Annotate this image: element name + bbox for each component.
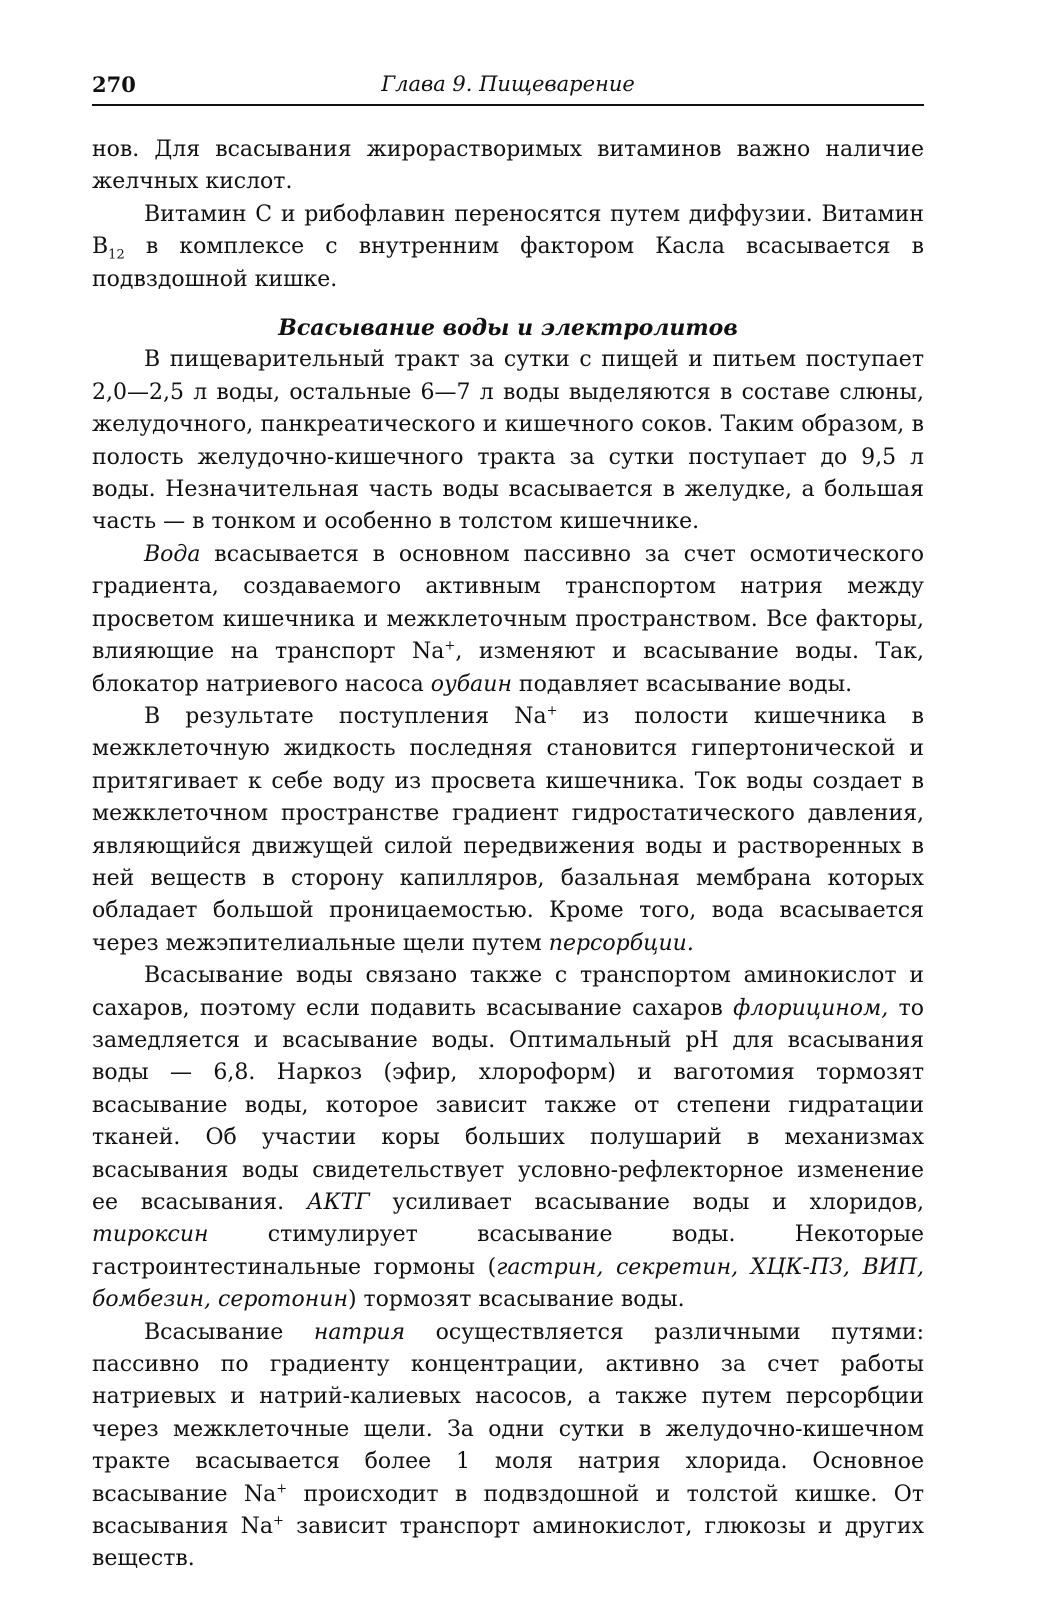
term-phlorizin: флорицином,	[733, 995, 889, 1021]
paragraph-water-absorption: Вода всасывается в основном пассивно за счет осмотического градиента, создаваемого активным транспортом натрия между просветом кишечника и межклеточным пространством. Все факторы, влияющие на транспорт Na+, изменяют и всасывание воды. Так, блокатор натриевого насоса оубаин подавляет всасывание воды.	[92, 541, 924, 697]
page-header	[92, 68, 924, 106]
paragraph-sodium-gradient: В результате поступления Na+ из полости кишечника в межклеточную жидкость последняя становится гипертонической и притягивает к себе воду из просвета кишечника. Ток воды создает в межклеточном пространстве градиент гидростатического давления, являющийся движущей силой передвижения воды и растворенных в ней веществ в сторону капилляров, базальная мембрана которых обладает большой проницаемостью. Кроме того, вода всасывается через межэпителиальные щели путем персорбции.	[92, 703, 924, 956]
term-water: Вода	[144, 541, 201, 567]
term-sodium: натрия	[313, 1319, 406, 1345]
body-text	[92, 134, 924, 1576]
paragraph-continuation: нов. Для всасывания жирорастворимых витаминов важно наличие желчных кислот.	[92, 137, 924, 195]
paragraph-vitamins: Витамин С и рибофлавин переносятся путем диффузии. Витамин $В_{12}$ в комплексе с внутренним фактором Касла всасывается в подвздошной кишке.	[92, 201, 924, 292]
term-ouabain: оубаин	[430, 671, 512, 697]
paragraph-water-regulation: Всасывание воды связано также с транспортом аминокислот и сахаров, поэтому если подавить всасывание сахаров флорицином, то замедляется и всасывание воды. Оптимальный рН для всасывания воды — 6,8. Наркоз (эфир, хлороформ) и ваготомия тормозят всасывание воды, которое зависит также от степени гидратации тканей. Об участии коры больших полушарий в механизмах всасывания воды свидетельствует условно-рефлекторное изменение ее всасывания. АКТГ усиливает всасывание воды и хлоридов, тироксин стимулирует всасывание воды. Некоторые гастроинтестинальные гормоны (гастрин, секретин, ХЦК-ПЗ, ВИП, бомбезин, серотонин) тормозят всасывание воды.	[92, 963, 925, 1313]
subscript-12: 12	[108, 247, 125, 263]
term-thyroxine: тироксин	[92, 1222, 209, 1248]
section-heading: Всасывание воды и электролитов	[278, 315, 738, 342]
paragraph-sodium-absorption: Всасывание натрия осуществляется различными путями: пассивно по градиенту концентрации, активно за счет работы натриевых и натрий-калиевых насосов, а также путем персорбции через межклеточные щели. За одни сутки в желудочно-кишечном тракте всасывается более 1 моля натрия хлорида. Основное всасывание Na+ происходит в подвздошной и толстой кишке. От всасывания Na+ зависит транспорт аминокислот, глюкозы и других веществ.	[92, 1319, 925, 1572]
term-persorption: персорбции.	[548, 930, 694, 956]
term-hormones: гастрин, секретин, ХЦК-ПЗ, ВИП, бомбезин, серотонин	[92, 1254, 925, 1313]
paragraph-water-intake: В пищеварительный тракт за сутки с пищей и питьем поступает 2,0—2,5 л воды, остальные 6—7 л воды выделяются в составе слюны, желудочного, панкреатического и кишечного соков. Таким образом, в полость желудочно-кишечного тракта за сутки поступает до 9,5 л воды. Незначительная часть воды всасывается в желудке, а большая часть — в тонком и особенно в толстом кишечнике.	[92, 347, 924, 535]
term-acth: АКТГ	[306, 1190, 370, 1215]
running-title: Глава 9. Пищеварение	[381, 72, 635, 96]
page-number: 270	[92, 72, 136, 97]
